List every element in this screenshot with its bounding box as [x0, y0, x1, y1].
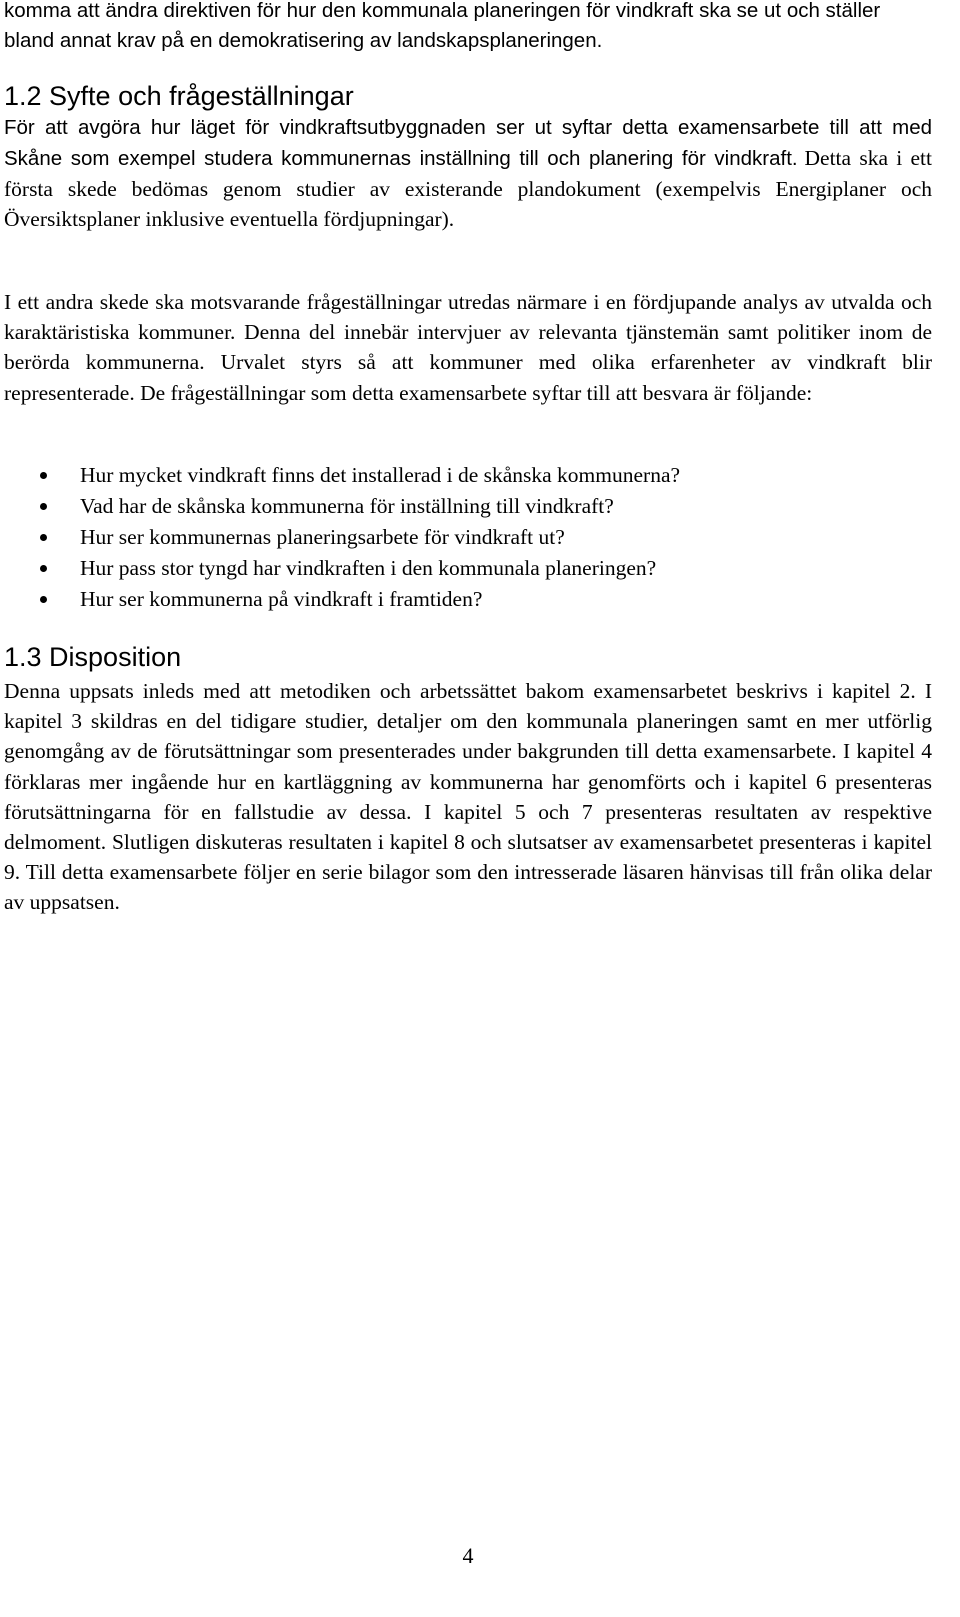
- bullet-icon: [40, 565, 47, 572]
- second-stage-paragraph: I ett andra skede ska motsvarande frågeställningar utredas närmare i en fördjupande analys av utvalda och karaktäristiska kommuner. Denna del innebär intervjuer av relevanta tjänstemän samt politiker inom de berörda kommunerna. Urvalet styrs så att kommuner med olika erfarenheter av vindkraft blir representerade. De frågeställningar som detta examensarbete syftar till att besvara är följande:: [4, 290, 932, 405]
- bullet-icon: [40, 596, 47, 603]
- list-item: [4, 584, 932, 615]
- disposition-paragraph: Denna uppsats inleds med att metodiken och arbetssättet bakom examensarbetet beskrivs i kapitel 2. I kapitel 3 skildras en del tidigare studier, detaljer om den kommunala planeringen samt en mer utförlig genomgång av de förutsättningar som presenterades under bakgrunden till detta examensarbete. I kapitel 4 förklaras mer ingående hur en kartläggning av kommunerna har genomförts och i kapitel 6 presenteras förutsättningarna för en fallstudie av dessa. I kapitel 5 och 7 presenteras resultaten av respektive delmoment. Slutligen diskuteras resultaten i kapitel 8 och slutsatser av examensarbetet presenteras i kapitel 9. Till detta examensarbete följer en serie bilagor som den intresserade läsaren hänvisas till från olika delar av uppsatsen.: [4, 679, 932, 915]
- list-item: [4, 460, 932, 491]
- question-text: Hur mycket vindkraft finns det installerad i de skånska kommunerna?: [80, 463, 681, 487]
- section-heading-syfte: 1.2 Syfte och frågeställningar: [4, 81, 354, 111]
- purpose-paragraph: [4, 113, 932, 234]
- list-item: [4, 553, 932, 584]
- purpose-paragraph-sans: För att avgöra hur läget för vindkraftsutbyggnaden ser ut syftar detta examensarbete till att med Skåne som exempel studera kommunernas inställning till och planering för vindkraft.: [4, 116, 932, 170]
- bullet-icon: [40, 472, 47, 479]
- intro-paragraph: komma att ändra direktiven för hur den kommunala planeringen för vindkraft ska se ut och ställer bland annat krav på en demokratisering av landskapsplaneringen.: [4, 0, 881, 52]
- question-text: Hur ser kommunernas planeringsarbete för vindkraft ut?: [80, 525, 565, 549]
- question-text: Hur pass stor tyngd har vindkraften i den kommunala planeringen?: [80, 556, 657, 580]
- list-item: [4, 491, 932, 522]
- list-item: [4, 522, 932, 553]
- bullet-icon: [40, 503, 47, 510]
- section-heading-disposition: 1.3 Disposition: [4, 642, 182, 672]
- research-questions-list: [4, 460, 932, 615]
- question-text: Vad har de skånska kommunerna för inställning till vindkraft?: [80, 494, 614, 518]
- purpose-paragraph-serif: Detta ska i ett första skede bedömas genom studier av existerande plandokument (exempelvis Energiplaner och Översiktsplaner inklusive eventuella fördjupningar).: [4, 146, 933, 232]
- question-text: Hur ser kommunerna på vindkraft i framtiden?: [80, 587, 483, 611]
- bullet-icon: [40, 534, 47, 541]
- page-number: 4: [462, 1543, 474, 1568]
